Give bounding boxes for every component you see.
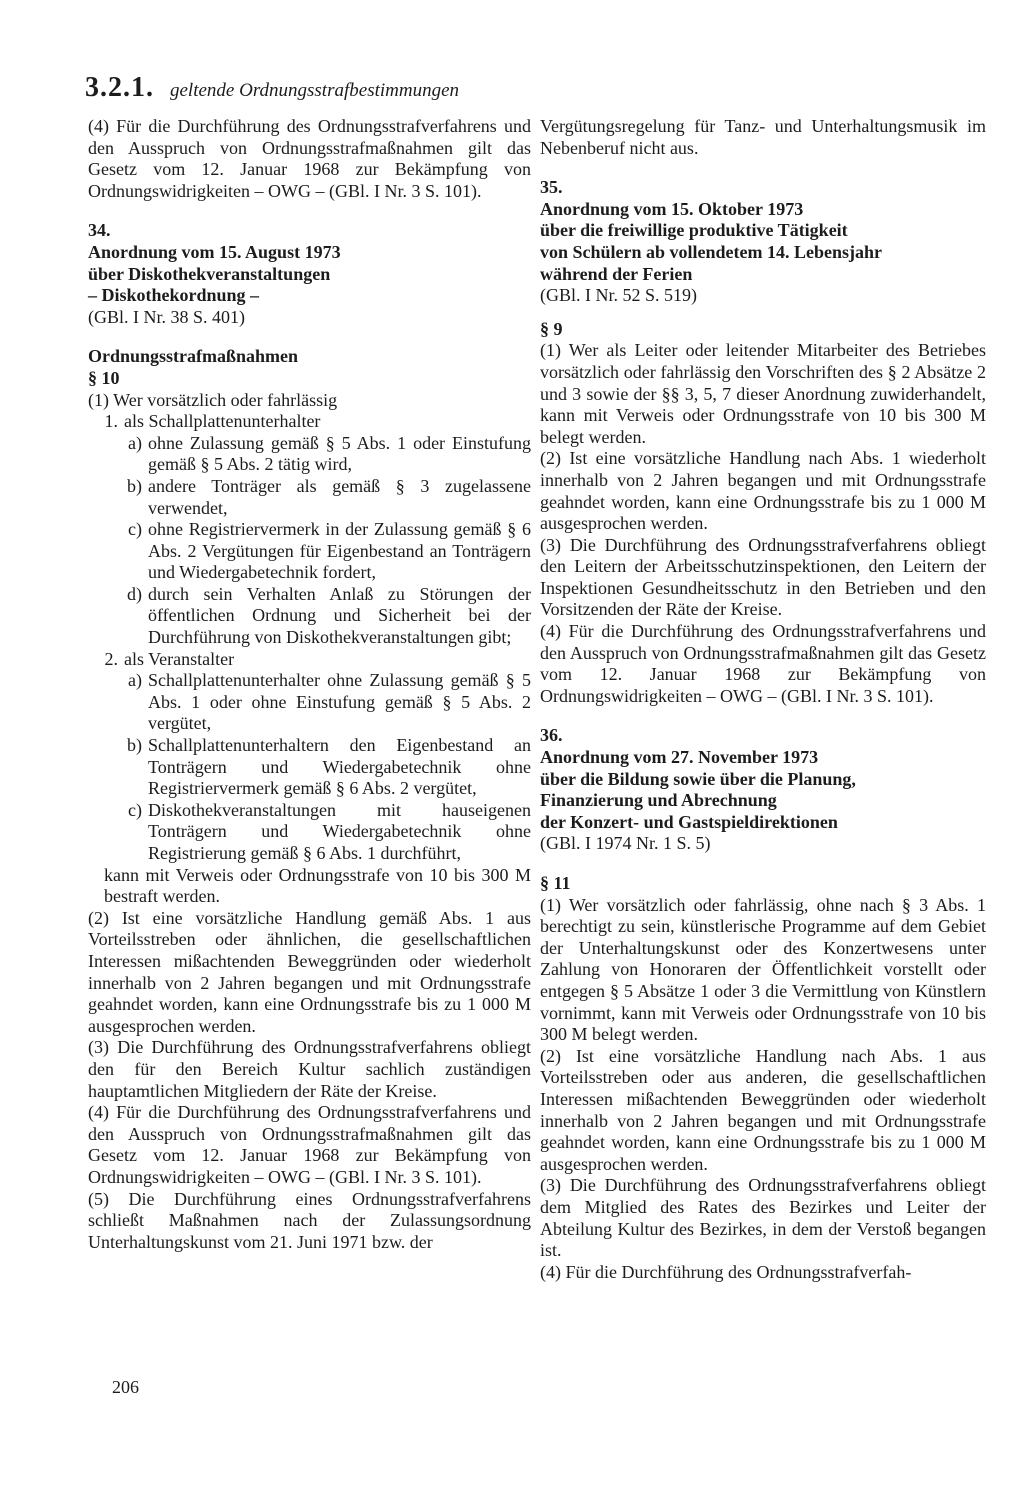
entry-35-number: 35. [540,177,563,198]
entry-36-section: § 11 [540,873,571,893]
continued-paragraph: Vergütungsregelung für Tanz- und Unterhaltungsmusik im Nebenberuf nicht aus. [540,116,986,158]
entry-34-penalty-clause: kann mit Verweis oder Ordnungsstrafe von 10 bis 300 M bestraft werden. [104,864,531,907]
entry-36-title-line-1: Anordnung vom 27. November 1973 [540,747,819,768]
list-item-text: ohne Zulassung gemäß § 5 Abs. 1 oder Einstufung gemäß § 5 Abs. 2 tätig wird, [148,432,531,475]
right-column [540,116,986,1283]
entry-36-title-line-4: der Konzert- und Gastspieldirektionen [540,811,838,832]
list-item [88,433,531,476]
list-item-label: b) [127,475,142,496]
entry-36-title-line-2: über die Bildung sowie über die Planung, [540,768,856,789]
list-item-label: b) [127,735,142,756]
entry-35-source: (GBl. I Nr. 52 S. 519) [540,285,697,306]
list-item-text: als Schallplattenunterhalter [124,411,321,432]
entry-34-title-line-3: – Diskothekordnung – [88,285,260,306]
entry-36-paragraph-2: (2) Ist eine vorsätzliche Handlung nach Abs. 1 aus Vorteilsstreben oder aus anderen, die gesellschaftlichen Interessen mißachtenden Beweggründen oder wiederholt innerhalb von 2 Jahren begangen und mit Ordnungsstrafe geahndet worden, kann eine Ordnungsstrafe bis zu 1 000 M ausgesprochen werden. [540,1045,986,1174]
entry-36-paragraph-1: (1) Wer vorsätzlich oder fahrlässig, ohne nach § 3 Abs. 1 berechtigt zu sein, künstlerische Programme auf dem Gebiet der Unterhaltungskunst oder des Konzertwesens unter Zahlung von Honoraren der Öffentlichkeit vorstellt oder entgegen § 5 Absätze 1 oder 3 die Vermittlung von Künstlern vornimmt, kann mit Verweis oder Ordnungsstrafe von 10 bis 300 M belegt werden. [540,894,986,1045]
list-item-label: c) [128,519,142,540]
section-number: 3.2.1. [85,72,154,103]
list-item [88,649,531,671]
entry-34-paragraph-1: (1) Wer vorsätzlich oder fahrlässig [88,389,338,410]
list-item [88,584,531,649]
list-item [88,411,531,433]
entry-34-section: § 10 [88,367,120,388]
list-item-label: a) [128,432,142,453]
entry-35-section: § 9 [540,318,563,339]
entry-36-paragraph-4: (4) Für die Durchführung des Ordnungsstrafverfah- [540,1261,912,1282]
entry-34-paragraph-2: (2) Ist eine vorsätzliche Handlung gemäß Abs. 1 aus Vorteilsstreben oder ähnlichen, die gesellschaftlichen Interessen mißachtenden Beweggründen oder wiederholt innerhalb von 2 Jahren begangen und mit Ordnungsstrafe geahndet worden, kann eine Ordnungsstrafe bis zu 1 000 M ausgesprochen werden. [88,907,531,1036]
entry-34-paragraph-5: (5) Die Durchführung eines Ordnungsstrafverfahrens schließt Maßnahmen nach der Zulassungsordnung Unterhaltungskunst vom 21. Juni 1971 bzw. der [88,1188,531,1252]
entry-34-heading: Ordnungsstrafmaßnahmen [88,346,299,367]
entry-35-paragraph-1: (1) Wer als Leiter oder leitender Mitarbeiter des Betriebes vorsätzlich oder fahrlässig den Vorschriften des § 2 Absätze 2 und 3 sowie der §§ 3, 5, 7 dieser Anordnung zuwiderhandelt, kann mit Verweis oder Ordnungsstrafe von 10 bis 300 M belegt werden. [540,340,986,447]
entry-35-title-line-3: von Schülern ab vollendetem 14. Lebensjahr [540,241,883,262]
entry-35-title-line-1: Anordnung vom 15. Oktober 1973 [540,198,804,219]
intro-paragraph-4: (4) Für die Durchführung des Ordnungsstrafverfahrens und den Ausspruch von Ordnungsstrafmaßnahmen gilt das Gesetz vom 12. Januar 1968 zur Bekämpfung von Ordnungswidrigkeiten – OWG – (GBl. I Nr. 3 S. 101). [88,116,531,201]
list-item [88,476,531,519]
entry-35-paragraph-2: (2) Ist eine vorsätzliche Handlung nach Abs. 1 wiederholt innerhalb von 2 Jahren begangen und mit Ordnungsstrafe geahndet worden, kann eine Ordnungsstrafe bis zu 1 000 M ausgesprochen werden. [540,448,986,534]
entry-35-paragraph-4: (4) Für die Durchführung des Ordnungsstrafverfahrens und den Ausspruch von Ordnungsstrafmaßnahmen gilt das Gesetz vom 12. Januar 1968 zur Bekämpfung von Ordnungswidrigkeiten – OWG – (GBl. I Nr. 3 S. 101). [540,621,986,706]
list-item [88,519,531,584]
list-item-label: 1. [104,411,118,432]
entry-34-title-line-1: Anordnung vom 15. August 1973 [88,241,341,262]
entry-34-title-line-2: über Diskothekveranstaltungen [88,263,331,284]
list-item-text: als Veranstalter [124,648,235,669]
entry-34-number: 34. [88,220,111,241]
list-item-text: Schallplattenunterhalter ohne Zulassung gemäß § 5 Abs. 1 oder ohne Einstufung gemäß § 5 Abs. 2 vergütet, [148,670,531,734]
entry-35-title-line-4: während der Ferien [540,263,693,284]
list-item-label: 2. [104,648,118,669]
list-item-label: d) [127,583,142,604]
list-item-text: durch sein Verhalten Anlaß zu Störungen der öffentlichen Ordnung und Sicherheit bei der Durchführung von Diskothekveranstaltungen gibt; [148,583,531,648]
entry-35-paragraph-3: (3) Die Durchführung des Ordnungsstrafverfahrens obliegt den Leitern der Arbeitsschutzinspektionen, den Leitern der Inspektionen Gesundheitsschutz in den Betrieben und den Vorsitzenden der Räte der Kreise. [540,534,986,620]
section-title: geltende Ordnungsstrafbestimmungen [170,80,460,101]
entry-34-paragraph-3: (3) Die Durchführung des Ordnungsstrafverfahrens obliegt den für den Bereich Kultur sachlich zuständigen hauptamtlichen Mitgliedern der Räte der Kreise. [88,1037,531,1101]
entry-34-paragraph-4: (4) Für die Durchführung des Ordnungsstrafverfahrens und den Ausspruch von Ordnungsstrafmaßnahmen gilt das Gesetz vom 12. Januar 1968 zur Bekämpfung von Ordnungswidrigkeiten – OWG – (GBl. I Nr. 3 S. 101). [88,1102,531,1187]
list-item [88,735,531,800]
list-item-label: a) [128,670,142,691]
running-header [85,72,459,104]
list-item-text: ohne Registriervermerk in der Zulassung gemäß § 6 Abs. 2 Vergütungen für Eigenbestand an Tonträgern und Wiedergabetechnik fordert, [148,519,531,583]
list-item-text: Schallplattenunterhaltern den Eigenbestand an Tonträgern und Wiedergabetechnik ohne Registriervermerk gemäß § 6 Abs. 2 vergütet, [148,735,531,799]
list-item-label: c) [128,799,142,820]
list-item [88,800,531,865]
entry-36-source: (GBl. I 1974 Nr. 1 S. 5) [540,833,711,854]
entry-36-title-line-3: Finanzierung und Abrechnung [540,790,777,811]
entry-35-title-line-2: über die freiwillige produktive Tätigkeit [540,220,848,241]
page-number: 206 [112,1377,139,1397]
entry-36-paragraph-3: (3) Die Durchführung des Ordnungsstrafverfahrens obliegt dem Mitglied des Rates des Bezirkes und Leiter der Abteilung Kultur des Bezirkes, in dem der Verstoß begangen ist. [540,1175,986,1261]
list-item-text: Diskothekveranstaltungen mit hauseigenen Tonträgern und Wiedergabetechnik ohne Registrierung gemäß § 6 Abs. 1 durchführt, [148,799,531,863]
list-item [88,670,531,735]
entry-36-number: 36. [540,725,563,746]
left-column [88,116,531,1253]
entry-34-source: (GBl. I Nr. 38 S. 401) [88,306,245,327]
list-item-text: andere Tonträger als gemäß § 3 zugelassene verwendet, [148,475,531,518]
